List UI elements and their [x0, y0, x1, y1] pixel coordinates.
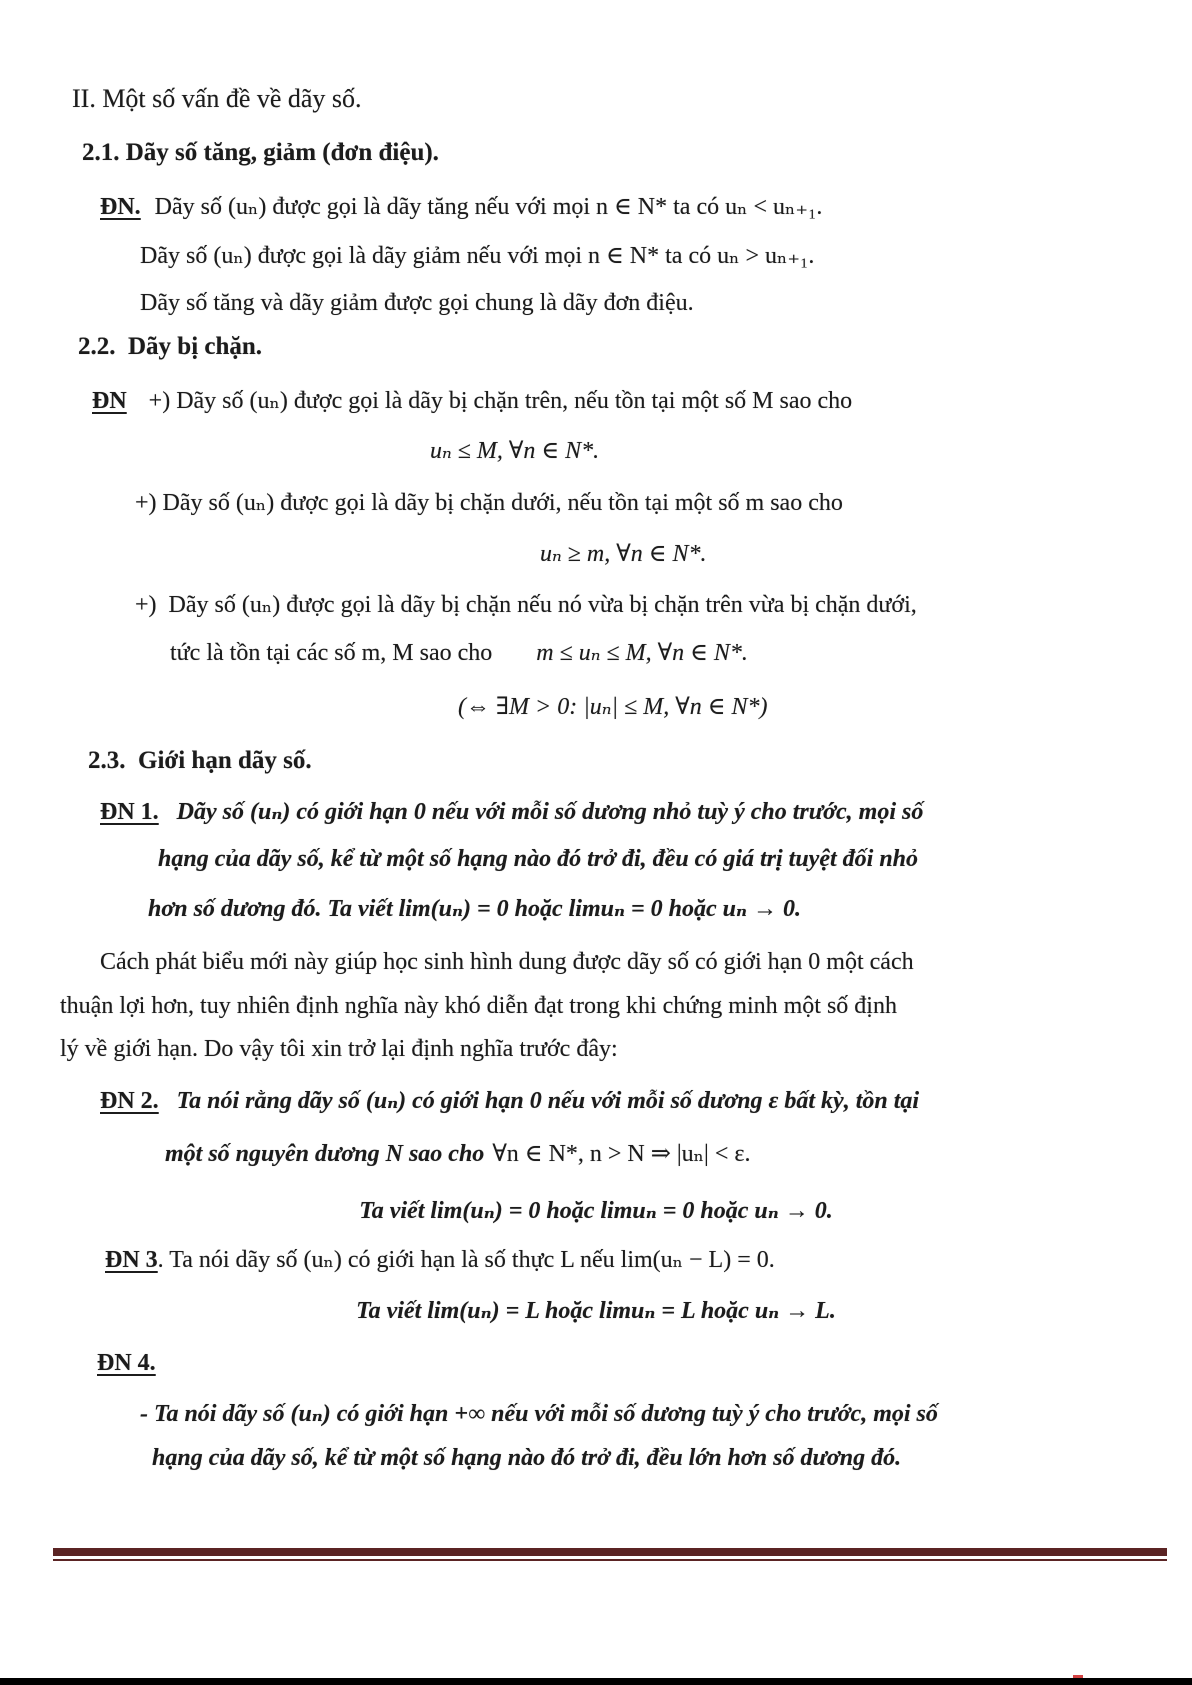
separator-rule-thin — [53, 1559, 1167, 1561]
definition-monotone — [100, 192, 822, 222]
section-2-3-heading: 2.3. Giới hạn dãy số. — [88, 747, 312, 774]
dn-label: ĐN — [92, 388, 127, 414]
definition-1-line3: hơn số dương đó. Ta viết lim(uₙ) = 0 hoặc limuₙ = 0 hoặc uₙ → 0. — [148, 896, 801, 922]
page-bottom-bar — [0, 1678, 1192, 1685]
bounded-text: tức là tồn tại các số m, M sao cho — [170, 640, 493, 666]
definition-4-line2: hạng của dãy số, kể từ một số hạng nào đó trở đi, đều lớn hơn số dương đó. — [152, 1445, 902, 1471]
definition-monotone-line3: Dãy số tăng và dãy giảm được gọi chung là dãy đơn điệu. — [140, 290, 694, 316]
definition-bounded-below-line: +) Dãy số (uₙ) được gọi là dãy bị chặn dưới, nếu tồn tại một số m sao cho — [135, 490, 843, 516]
dn1-label: ĐN 1. — [100, 799, 159, 825]
section-2-2-heading: 2.2. Dãy bị chặn. — [78, 333, 263, 360]
definition-bounded-above-line: +) Dãy số (uₙ) được gọi là dãy bị chặn trên, nếu tồn tại một số M sao cho — [148, 388, 853, 414]
definition-2-line2 — [165, 1139, 750, 1169]
definition-bounded-continuation — [170, 638, 748, 668]
doc-title: II. Một số vấn đề về dãy số. — [72, 84, 362, 113]
definition-3 — [105, 1245, 775, 1275]
dn-label: ĐN. — [100, 194, 141, 220]
section-2-1-heading: 2.1. Dãy số tăng, giảm (đơn điệu). — [82, 139, 439, 166]
dn2-label: ĐN 2. — [100, 1088, 159, 1114]
definition-4 — [97, 1348, 156, 1378]
remark-line3: lý về giới hạn. Do vậy tôi xin trở lại định nghĩa trước đây: — [60, 1036, 618, 1062]
dn4-label: ĐN 4. — [97, 1350, 156, 1376]
formula-bounded-equivalence: (⇔ ∃M > 0: |uₙ| ≤ M, ∀n ∈ N*) — [458, 694, 768, 720]
definition-bounded-line: +) Dãy số (uₙ) được gọi là dãy bị chặn nếu nó vừa bị chặn trên vừa bị chặn dưới, — [135, 592, 917, 618]
formula-bounded-above: uₙ ≤ M, ∀n ∈ N*. — [430, 438, 600, 464]
formula-bounded-below: uₙ ≥ m, ∀n ∈ N*. — [540, 541, 707, 567]
definition-2-line1: Ta nói rằng dãy số (uₙ) có giới hạn 0 nếu với mỗi số dương ε bất kỳ, tồn tại — [176, 1088, 920, 1114]
definition-2-line2-text: một số nguyên dương N sao cho — [165, 1141, 485, 1167]
definition-3-text: . Ta nói dãy số (uₙ) có giới hạn là số thực L nếu lim(uₙ − L) = 0. — [157, 1247, 775, 1273]
definition-3-center-formula: Ta viết lim(uₙ) = L hoặc limuₙ = L hoặc uₙ → L. — [356, 1298, 836, 1324]
dn3-label: ĐN 3 — [105, 1247, 158, 1273]
definition-monotone-line1: Dãy số (uₙ) được gọi là dãy tăng nếu với mọi n ∈ N* ta có uₙ < uₙ₊₁. — [154, 194, 823, 220]
definition-1-line1: Dãy số (uₙ) có giới hạn 0 nếu với mỗi số dương nhỏ tuỳ ý cho trước, mọi số — [176, 799, 924, 825]
definition-bounded — [92, 386, 852, 416]
remark-line2: thuận lợi hơn, tuy nhiên định nghĩa này khó diễn đạt trong khi chứng minh một số định — [60, 993, 897, 1019]
remark-line1: Cách phát biểu mới này giúp học sinh hình dung được dãy số có giới hạn 0 một cách — [100, 949, 914, 975]
formula-epsilon: ∀n ∈ N*, n > N ⇒ |uₙ| < ε. — [492, 1141, 751, 1167]
definition-1 — [100, 797, 923, 827]
formula-bounded-both: m ≤ uₙ ≤ M, ∀n ∈ N*. — [536, 640, 748, 666]
definition-2 — [100, 1086, 919, 1116]
definition-2-center-formula: Ta viết lim(uₙ) = 0 hoặc limuₙ = 0 hoặc uₙ → 0. — [359, 1198, 833, 1224]
definition-monotone-line2: Dãy số (uₙ) được gọi là dãy giảm nếu với mọi n ∈ N* ta có uₙ > uₙ₊₁. — [140, 243, 815, 269]
definition-1-line2: hạng của dãy số, kể từ một số hạng nào đó trở đi, đều có giá trị tuyệt đối nhỏ — [158, 846, 919, 872]
definition-4-line1: - Ta nói dãy số (uₙ) có giới hạn +∞ nếu với mỗi số dương tuỳ ý cho trước, mọi số — [140, 1401, 938, 1427]
separator-rule-thick — [53, 1548, 1167, 1556]
